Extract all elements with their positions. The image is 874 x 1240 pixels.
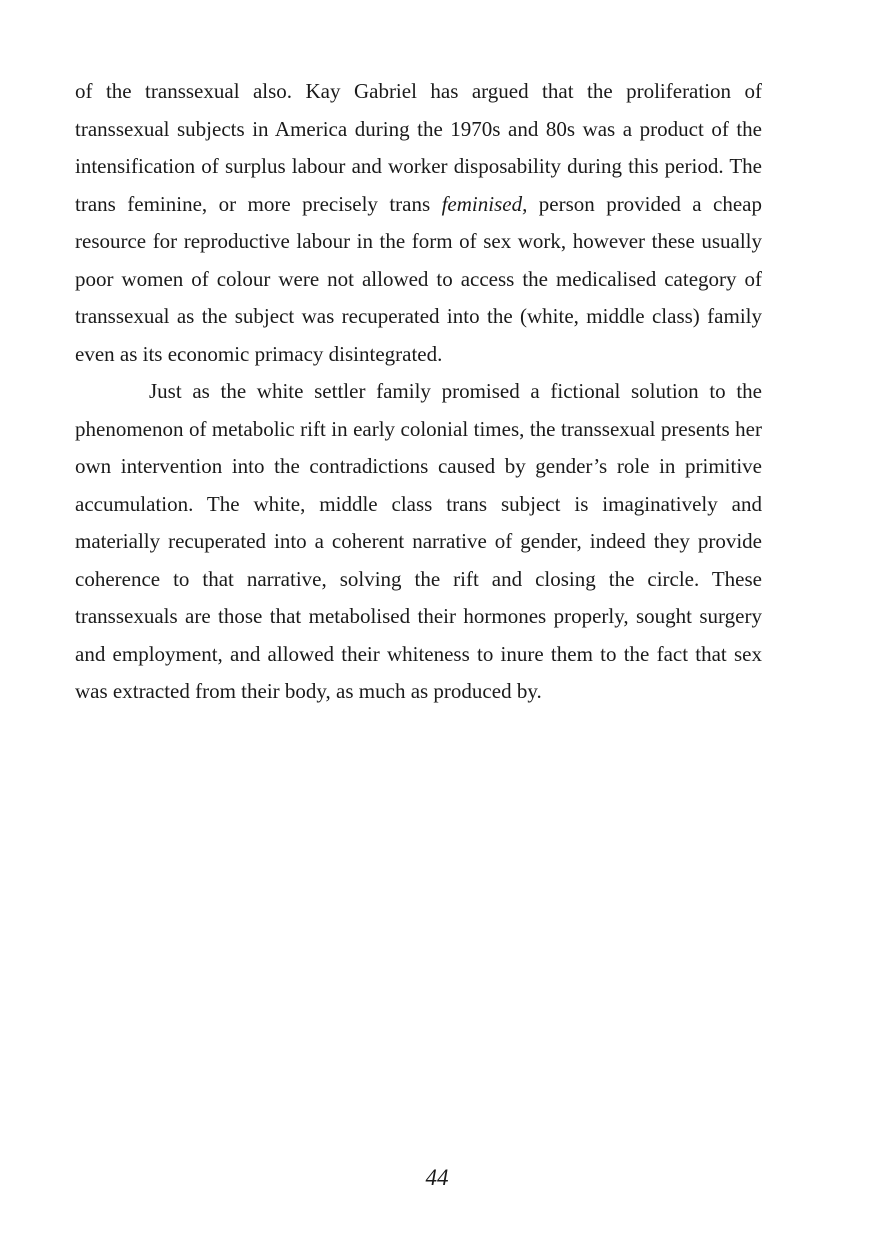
paragraph-1-italic-word: feminised,: [441, 191, 528, 216]
paragraph-1-text-end: person provided a cheap resource for reproductive labour in the form of sex work, however these usually poor women of colour were not allowed to access the medicalised category of transsexual as the subject was recuperated into the (white, middle class) family even as its economic primacy disintegrated.: [75, 191, 762, 366]
paragraph-1: [75, 73, 762, 373]
page-number: 44: [425, 1165, 449, 1190]
body-text: [75, 73, 762, 711]
paragraph-2: Just as the white settler family promised a fictional solution to the phenomenon of metabolic rift in early colonial times, the transsexual presents her own intervention into the contradictions caused by gender’s role in primitive accumulation. The white, middle class trans subject is imaginatively and materially recuperated into a coherent narrative of gender, indeed they provide coherence to that narrative, solving the rift and closing the circle. These transsexuals are those that metabolised their hormones properly, sought surgery and employment, and allowed their whiteness to inure them to the fact that sex was extracted from their body, as much as produced by.: [75, 379, 762, 703]
paragraph-1-text-start: of the transsexual also. Kay Gabriel has argued that the proliferation of transsexual subjects in America during the 1970s and 80s was a product of the intensification of surplus labour and worker disposability during this period. The trans feminine, or more precisely trans: [75, 79, 762, 216]
